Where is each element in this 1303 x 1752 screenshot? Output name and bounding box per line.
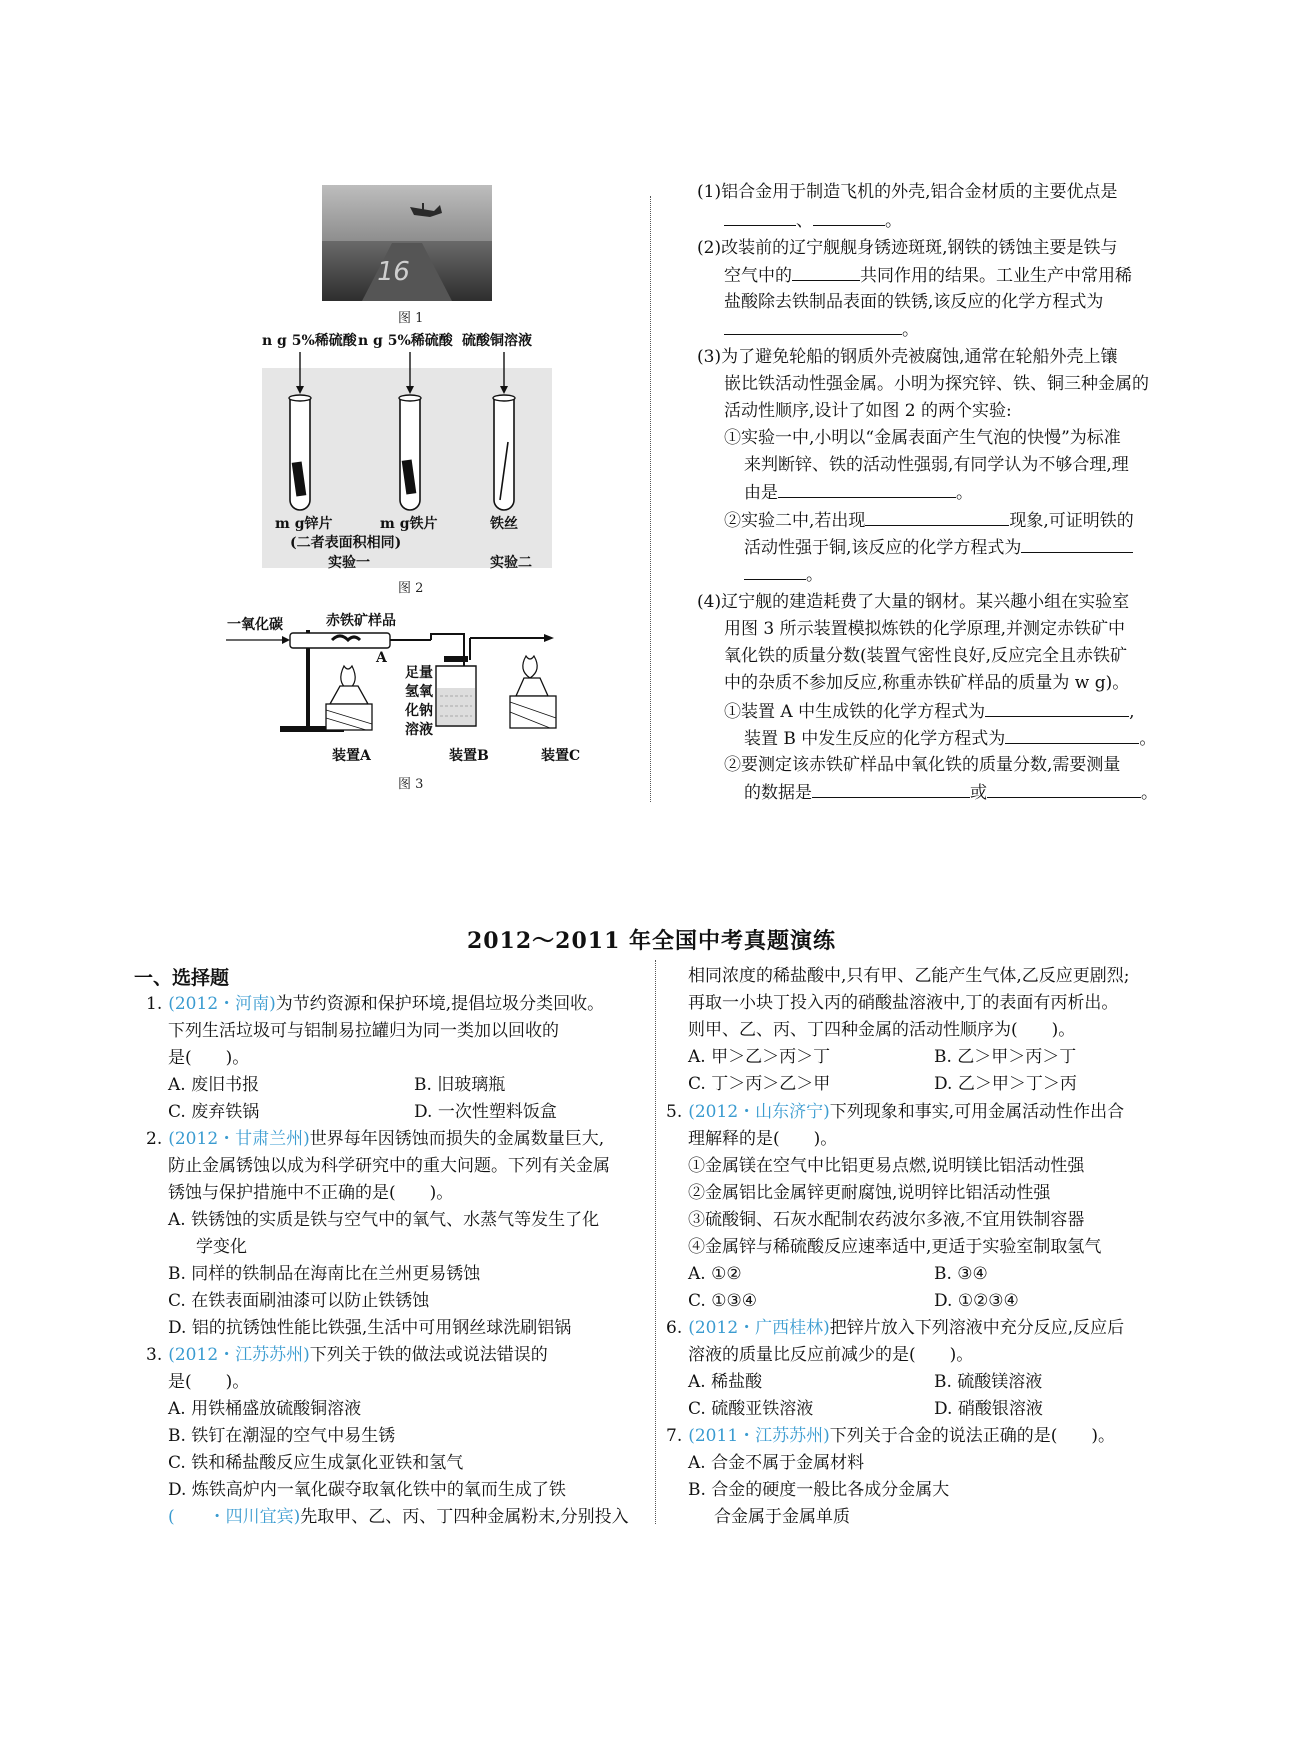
left-q1-opt-b[interactable]: B. 旧玻璃瓶: [414, 1075, 506, 1095]
q4-data-pre: 的数据是: [744, 783, 812, 803]
left-q1-line3: 是( )。: [168, 1048, 250, 1068]
right-q5-opt-b[interactable]: B. ③④: [934, 1264, 988, 1284]
q3-reason-pre: 由是: [744, 483, 778, 503]
right-q4-line3: 则甲、乙、丙、丁四种金属的活动性顺序为( )。: [688, 1020, 1076, 1040]
q2-blank-a[interactable]: [792, 262, 860, 281]
q3-line4: ①实验一中,小明以“金属表面产生气泡的快慢”为标准: [724, 428, 1121, 448]
right-q6-line1: [666, 1315, 1124, 1342]
right-q6-opt-b[interactable]: B. 硫酸镁溶液: [934, 1372, 1043, 1392]
right-q7-source: (2011・江苏苏州): [688, 1426, 830, 1446]
figure-1-caption: 图 1: [398, 311, 424, 326]
left-q4-source: ( ・四川宜宾): [168, 1507, 301, 1527]
right-q5-line2: 理解释的是( )。: [688, 1129, 838, 1149]
q3-blank-eq[interactable]: [1021, 534, 1133, 553]
deck-number: 16: [374, 257, 413, 287]
fig3-naoh-2: 氢氧: [405, 684, 433, 700]
left-q3-opt-c[interactable]: C. 铁和稀盐酸反应生成氯化亚铁和氢气: [168, 1453, 464, 1473]
right-q7-opt-a[interactable]: A. 合金不属于金属材料: [688, 1453, 865, 1473]
left-q1-opt-c[interactable]: C. 废弃铁锅: [168, 1102, 260, 1122]
q4-line7: ②要测定该赤铁矿样品中氧化铁的质量分数,需要测量: [724, 755, 1121, 775]
right-q6-opt-a[interactable]: A. 稀盐酸: [688, 1372, 763, 1392]
right-q4-opt-a[interactable]: A. 甲＞乙＞丙＞丁: [688, 1047, 831, 1067]
right-q6-num: 6.: [666, 1318, 683, 1338]
left-q2-opt-a-cont: 学变化: [196, 1237, 247, 1257]
q3-blank-phen[interactable]: [865, 507, 1009, 526]
q3-line3: 活动性顺序,设计了如图 2 的两个实验:: [724, 401, 1012, 421]
fig2-exp1: 实验一: [328, 555, 370, 571]
left-q3-line1: [146, 1342, 548, 1369]
left-q4-line1: [168, 1504, 629, 1531]
right-q5-source: (2012・山东济宁): [688, 1102, 830, 1122]
q3-line6: [744, 479, 973, 507]
section-heading: 一、选择题: [134, 967, 230, 989]
right-q7-text1: 下列关于合金的说法正确的是( )。: [829, 1426, 1116, 1446]
left-q1-line1: [146, 991, 604, 1018]
column-divider-bottom: [655, 960, 656, 1524]
q1-end: 。: [885, 211, 902, 231]
q3-phen-post: 现象,可证明铁的: [1009, 511, 1134, 531]
q4-line6: [744, 725, 1156, 753]
right-q5-line1: [666, 1099, 1124, 1126]
right-q4-line2: 再取一小块丁投入丙的硝酸盐溶液中,丁的表面有丙析出。: [688, 993, 1119, 1013]
fig3-device-a: 装置A: [332, 748, 371, 764]
left-q2-source: (2012・甘肃兰州): [168, 1129, 310, 1149]
left-q1-opt-d[interactable]: D. 一次性塑料饭盒: [414, 1102, 557, 1122]
fig3-device-c: 装置C: [541, 748, 581, 764]
fig2-label-iron-sheet: m g铁片: [380, 516, 438, 532]
section-title: 2012～2011 年全国中考真题演练: [466, 928, 837, 954]
left-q2-line3: 锈蚀与保护措施中不正确的是( )。: [168, 1183, 454, 1203]
right-q7-opt-b[interactable]: B. 合金的硬度一般比各成分金属大: [688, 1480, 950, 1500]
q2-line4: [724, 316, 919, 344]
q4-line8: [744, 779, 1158, 807]
right-q5-line3: ①金属镁在空气中比铝更易点燃,说明镁比铝活动性强: [688, 1156, 1085, 1176]
left-q2-opt-b[interactable]: B. 同样的铁制品在海南比在兰州更易锈蚀: [168, 1264, 481, 1284]
fig3-naoh-1: 足量: [405, 665, 433, 681]
q4-blank-a[interactable]: [985, 698, 1129, 717]
right-q5-line5: ③硫酸铜、石灰水配制农药波尔多液,不宜用铁制容器: [688, 1210, 1085, 1230]
left-q3-text1: 下列关于铁的做法或说法错误的: [309, 1345, 548, 1365]
right-q6-line2: 溶液的质量比反应前减少的是( )。: [688, 1345, 974, 1365]
q3-blank-reason[interactable]: [778, 479, 956, 498]
q4-line4: 中的杂质不参加反应,称重赤铁矿样品的质量为 w g)。: [724, 673, 1130, 693]
q4-blank-c[interactable]: [812, 779, 970, 798]
fig3-naoh-3: 化钠: [405, 703, 433, 719]
q4-a-pre: ①装置 A 中生成铁的化学方程式为: [724, 702, 986, 722]
right-q6-text1: 把锌片放入下列溶液中充分反应,反应后: [829, 1318, 1125, 1338]
left-q1-text1: 为节约资源和保护环境,提倡垃圾分类回收。: [275, 994, 605, 1014]
q3-line8: [744, 534, 1133, 562]
q3-line1: (3)为了避免轮船的钢质外壳被腐蚀,通常在轮船外壳上镶: [697, 347, 1118, 367]
left-q1-num: 1.: [146, 994, 163, 1014]
left-q4-text1: 先取甲、乙、丙、丁四种金属粉末,分别投入: [300, 1507, 629, 1527]
figure-3-caption: 图 3: [398, 777, 424, 792]
fig3-device-b: 装置B: [449, 748, 489, 764]
right-q6-opt-c[interactable]: C. 硫酸亚铁溶液: [688, 1399, 814, 1419]
fig3-label-co: 一氧化碳: [227, 617, 283, 633]
left-q2-text1: 世界每年因锈蚀而损失的金属数量巨大,: [309, 1129, 605, 1149]
q4-blank-d[interactable]: [987, 779, 1141, 798]
q3-line9: [744, 561, 823, 589]
left-q3-opt-b[interactable]: B. 铁钉在潮湿的空气中易生锈: [168, 1426, 396, 1446]
right-q7-num: 7.: [666, 1426, 683, 1446]
q4-data-end: 。: [1141, 783, 1158, 803]
right-q5-opt-c[interactable]: C. ①③④: [688, 1291, 757, 1311]
left-q3-opt-d[interactable]: D. 炼铁高炉内一氧化碳夺取氧化铁中的氧而生成了铁: [168, 1480, 566, 1500]
q4-line3: 氧化铁的质量分数(装置气密性良好,反应完全且赤铁矿: [724, 646, 1128, 666]
figure-2-caption: 图 2: [398, 581, 424, 596]
left-q2-opt-a[interactable]: A. 铁锈蚀的实质是铁与空气中的氧气、水蒸气等发生了化: [168, 1210, 600, 1230]
fig2-label-acid-2: n g 5%稀硫酸: [358, 333, 453, 349]
left-q2-line1: [146, 1126, 604, 1153]
q3-blank-eq2[interactable]: [744, 561, 806, 580]
left-q2-opt-d[interactable]: D. 铝的抗锈蚀性能比铁强,生活中可用钢丝球洗刷铝锅: [168, 1318, 572, 1338]
q1-line2: [724, 207, 902, 235]
q4-line2: 用图 3 所示装置模拟炼铁的化学原理,并测定赤铁矿中: [724, 619, 1126, 639]
q1-blank-b[interactable]: [813, 207, 885, 226]
right-q4-opt-c[interactable]: C. 丁＞丙＞乙＞甲: [688, 1074, 831, 1094]
q4-line1: (4)辽宁舰的建造耗费了大量的钢材。某兴趣小组在实验室: [697, 592, 1130, 612]
q2-line3: 盐酸除去铁制品表面的铁锈,该反应的化学方程式为: [724, 292, 1104, 312]
column-divider-top: [650, 196, 651, 802]
q3-line7: [724, 507, 1134, 535]
right-q5-line4: ②金属铝比金属锌更耐腐蚀,说明锌比铝活动性强: [688, 1183, 1051, 1203]
fig2-note: (二者表面积相同): [290, 535, 402, 551]
fig3-naoh-4: 溶液: [405, 722, 433, 738]
fig3-label-sample: 赤铁矿样品: [326, 613, 396, 629]
right-q4-opt-b[interactable]: B. 乙＞甲＞丙＞丁: [934, 1047, 1077, 1067]
left-q2-opt-c[interactable]: C. 在铁表面刷油漆可以防止铁锈蚀: [168, 1291, 430, 1311]
fig3-label-a: A: [376, 650, 387, 666]
q1-line1: (1)铝合金用于制造飞机的外壳,铝合金材质的主要优点是: [697, 182, 1118, 202]
q3-reason-end: 。: [956, 483, 973, 503]
q3-eq-end: 。: [806, 565, 823, 585]
q2-blank-b[interactable]: [724, 316, 902, 335]
q1-sep: 、: [796, 211, 813, 231]
figure-1-photo: [322, 185, 492, 301]
right-q5-opt-d[interactable]: D. ①②③④: [934, 1291, 1019, 1311]
left-q2-num: 2.: [146, 1129, 163, 1149]
left-q3-source: (2012・江苏苏州): [168, 1345, 310, 1365]
q4-or: 或: [970, 783, 987, 803]
left-q2-line2: 防止金属锈蚀以成为科学研究中的重大问题。下列有关金属: [168, 1156, 610, 1176]
fig2-label-cuso4: 硫酸铜溶液: [462, 333, 532, 349]
right-q5-text1: 下列现象和事实,可用金属活动性作出合: [829, 1102, 1125, 1122]
q4-line5: [724, 698, 1135, 726]
right-q4-opt-d[interactable]: D. 乙＞甲＞丁＞丙: [934, 1074, 1077, 1094]
q2-line1: (2)改装前的辽宁舰舰身锈迹斑斑,钢铁的锈蚀主要是铁与: [697, 238, 1118, 258]
q1-blank-a[interactable]: [724, 207, 796, 226]
q3-line5: 来判断锌、铁的活动性强弱,有同学认为不够合理,理: [744, 455, 1129, 475]
fig2-label-zinc: m g锌片: [275, 516, 333, 532]
right-q5-opt-a[interactable]: A. ①②: [688, 1264, 742, 1284]
right-q7-opt-b-cont: 合金属于金属单质: [714, 1507, 850, 1527]
q2-pre: 空气中的: [724, 266, 792, 286]
q2-post: 共同作用的结果。工业生产中常用稀: [860, 266, 1132, 286]
q3-phen-pre: ②实验二中,若出现: [724, 511, 866, 531]
left-q1-opt-a[interactable]: A. 废旧书报: [168, 1075, 260, 1095]
right-q5-num: 5.: [666, 1102, 683, 1122]
right-q4-line1: 相同浓度的稀盐酸中,只有甲、乙能产生气体,乙反应更剧烈;: [688, 966, 1130, 986]
left-q3-opt-a[interactable]: A. 用铁桶盛放硫酸铜溶液: [168, 1399, 362, 1419]
q4-b-pre: 装置 B 中发生反应的化学方程式为: [744, 729, 1006, 749]
right-q6-source: (2012・广西桂林): [688, 1318, 830, 1338]
q4-blank-b[interactable]: [1005, 725, 1139, 744]
q4-a-end: ,: [1129, 702, 1135, 722]
q3-line2: 嵌比铁活动性强金属。小明为探究锌、铁、铜三种金属的: [724, 374, 1149, 394]
right-q7-line1: [666, 1423, 1115, 1450]
left-q1-line2: 下列生活垃圾可与铝制易拉罐归为同一类加以回收的: [168, 1021, 559, 1041]
q4-b-end: 。: [1139, 729, 1157, 749]
q3-eq-pre: 活动性强于铜,该反应的化学方程式为: [744, 538, 1022, 558]
fig2-label-acid-1: n g 5%稀硫酸: [262, 333, 357, 349]
q2-line2: [724, 262, 1132, 290]
right-q5-line6: ④金属锌与稀硫酸反应速率适中,更适于实验室制取氢气: [688, 1237, 1102, 1257]
left-q3-num: 3.: [146, 1345, 163, 1365]
right-q6-opt-d[interactable]: D. 硝酸银溶液: [934, 1399, 1043, 1419]
fig2-label-iron-wire: 铁丝: [490, 516, 518, 532]
fig2-exp2: 实验二: [490, 555, 532, 571]
left-q1-source: (2012・河南): [168, 994, 276, 1014]
q2-end: 。: [902, 320, 919, 340]
left-q3-line2: 是( )。: [168, 1372, 250, 1392]
